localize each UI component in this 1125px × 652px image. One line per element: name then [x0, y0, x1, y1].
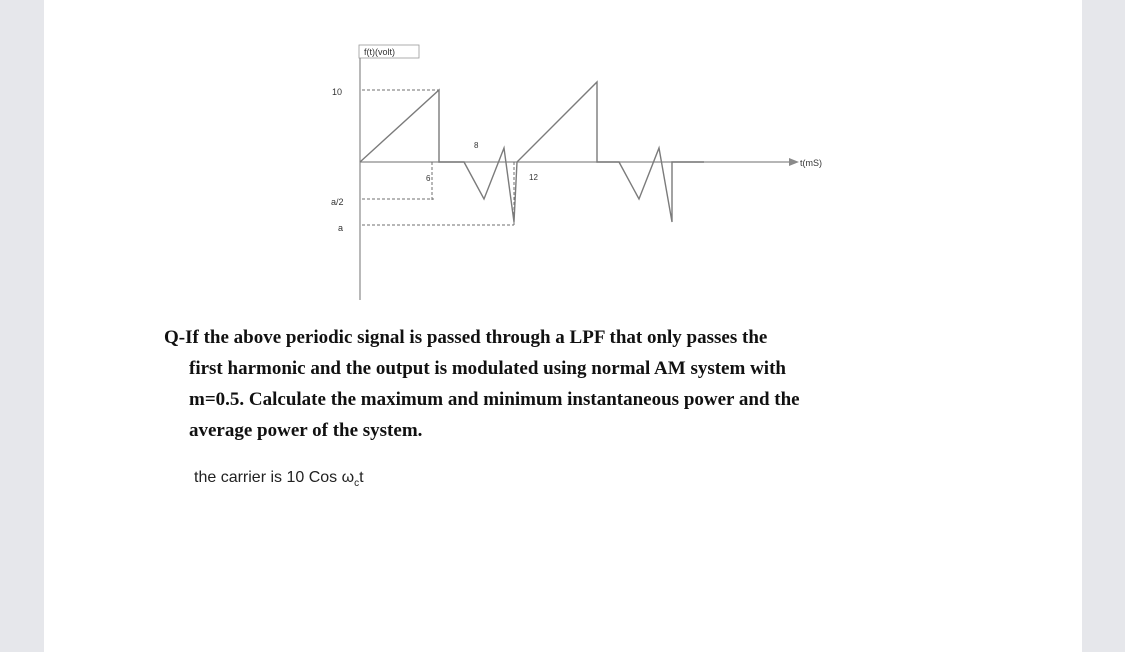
y-tick-label-a-half: a/2: [331, 197, 344, 207]
question-text: [164, 322, 964, 446]
y-axis-label: f(t)(volt): [364, 47, 395, 57]
question-line-2: first harmonic and the output is modulated using normal AM system with: [189, 358, 786, 379]
x-tick-label-12: 12: [529, 173, 538, 182]
signal-waveform: [360, 90, 517, 222]
question-line-3: m=0.5. Calculate the maximum and minimum instantaneous power and the: [189, 389, 800, 410]
document-page: [44, 0, 1082, 652]
y-tick-label-10: 10: [332, 87, 343, 97]
carrier-prefix: the carrier is 10 Cos ω: [194, 469, 355, 486]
x-tick-label-6: 6: [426, 174, 431, 183]
carrier-note: [194, 469, 364, 489]
carrier-subscript: c: [354, 478, 360, 490]
x-axis-label: t(mS): [800, 158, 822, 168]
periodic-signal-figure: [44, 0, 1082, 310]
carrier-suffix: t: [359, 469, 364, 486]
x-axis-arrow-icon: [789, 158, 799, 166]
question-line-4: average power of the system.: [189, 420, 423, 441]
signal-waveform-period-2: [517, 82, 704, 222]
x-tick-label-8: 8: [474, 141, 479, 150]
y-tick-label-a: a: [338, 223, 344, 233]
question-line-1: Q-If the above periodic signal is passed through a LPF that only passes the: [164, 327, 768, 348]
